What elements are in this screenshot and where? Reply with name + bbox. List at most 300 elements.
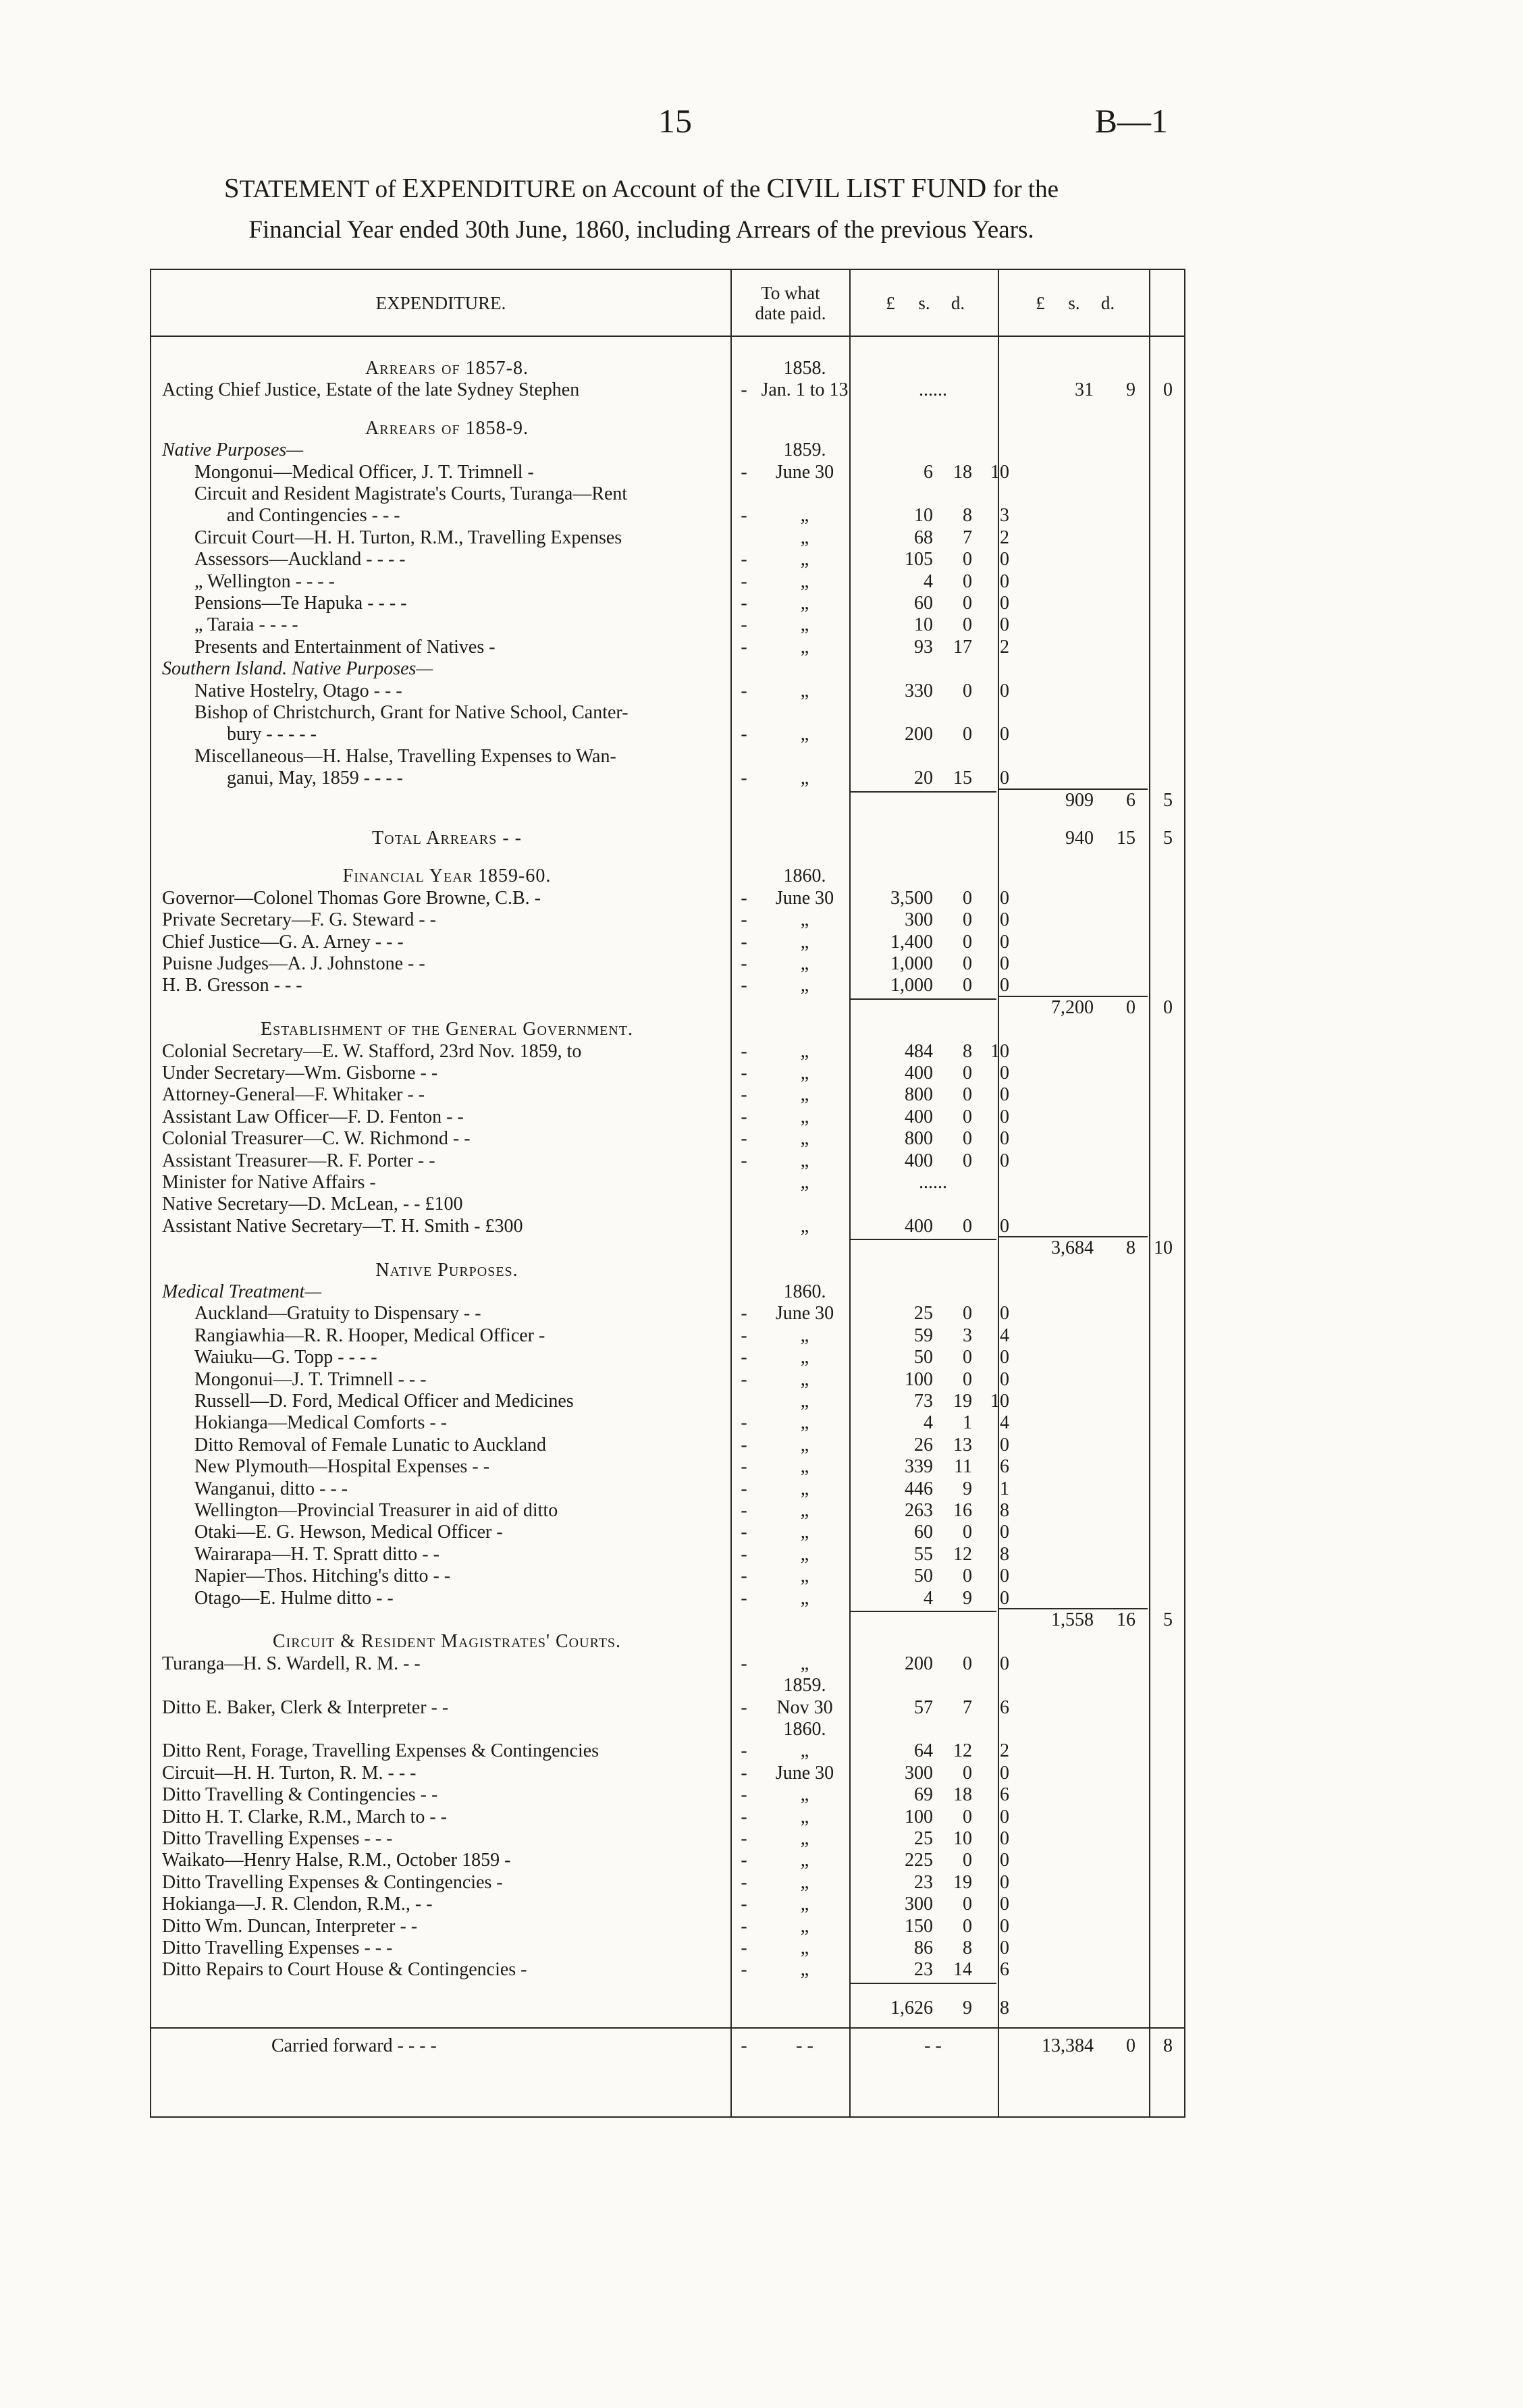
amount-pence: 6: [1000, 1456, 1009, 1478]
amount-shillings: 12: [953, 1543, 972, 1565]
total-pence: 5: [1163, 1609, 1173, 1630]
amount-pence: 3: [1000, 505, 1009, 527]
table-row: [150, 593, 1185, 614]
row-description: Circuit Court—H. H. Turton, R.M., Travelling Expenses: [194, 527, 622, 548]
row-description: Assistant Native Secretary—T. H. Smith - £300: [162, 1215, 523, 1237]
row-date: „: [800, 1850, 809, 1871]
row-date: 1860.: [783, 1281, 826, 1302]
row-description: Napier—Thos. Hitching's ditto - -: [194, 1566, 451, 1587]
total-pounds: 3,684: [1051, 1237, 1094, 1259]
amount-pence: 0: [1000, 593, 1009, 614]
amount-shillings: 10: [953, 1828, 972, 1849]
amount-shillings: 3: [963, 1325, 972, 1346]
total-shillings: 0: [1126, 2035, 1135, 2057]
row-dash: -: [741, 909, 747, 931]
section-heading: [150, 1019, 1185, 1040]
row-dash: -: [741, 1740, 747, 1762]
amount-shillings: 0: [963, 909, 972, 931]
row-description: Bishop of Christchurch, Grant for Native School, Canter-: [194, 702, 629, 723]
row-description: Colonial Secretary—E. W. Stafford, 23rd Nov. 1859, to: [162, 1040, 582, 1062]
row-date: „: [800, 1894, 809, 1915]
amount-pence: 0: [1000, 1063, 1009, 1083]
amount-pounds: 1,000: [890, 975, 933, 996]
amount-pence: 0: [1000, 975, 1009, 996]
row-dash: -: [741, 1150, 747, 1171]
row-description: Assistant Treasurer—R. F. Porter - -: [162, 1150, 435, 1171]
row-date: „: [800, 1478, 809, 1499]
row-date: Jan. 1 to 13: [761, 379, 849, 401]
amount-shillings: 0: [963, 1806, 972, 1827]
row-date: „: [800, 1915, 809, 1937]
row-date: „: [800, 1434, 809, 1455]
table-row: [150, 439, 1185, 461]
row-dash: -: [741, 636, 747, 658]
amount-pence: 8: [1000, 1500, 1009, 1521]
amount-pounds: 100: [905, 1806, 933, 1827]
amount-shillings: 16: [953, 1500, 972, 1521]
row-description: Financial Year 1859-60.: [342, 865, 552, 887]
amount-pence: 10: [990, 1040, 1009, 1062]
row-description: Assistant Law Officer—F. D. Fenton - -: [162, 1106, 464, 1127]
amount-pence: 0: [1000, 1871, 1009, 1893]
table-row: [150, 975, 1185, 996]
amount-shillings: 15: [953, 768, 972, 789]
row-description: „ Taraia - - - -: [194, 614, 298, 636]
amount-pence: 0: [1000, 953, 1009, 974]
row-date: „: [800, 1172, 809, 1193]
title-line-1: STATEMENT of EXPENDITURE on Account of the CIVIL LIST FUND for the: [223, 172, 1059, 203]
amount-pounds: 446: [905, 1478, 933, 1499]
subtotal-row: [150, 790, 1185, 811]
amount-pence: 0: [1000, 1828, 1009, 1849]
amount-shillings: 14: [953, 1959, 972, 1981]
row-dash: -: [741, 1347, 747, 1368]
row-dash: -: [741, 1762, 747, 1784]
row-dash: -: [741, 953, 747, 974]
amount-pounds: 200: [905, 724, 933, 745]
amount-pounds: 68: [914, 527, 933, 548]
row-date: „: [800, 680, 809, 701]
amount-pounds: 55: [914, 1543, 933, 1565]
amount-pounds: 4: [924, 1412, 933, 1434]
table-row: [150, 1500, 1185, 1522]
amount-shillings: 1: [963, 1412, 972, 1434]
row-description: H. B. Gresson - - -: [162, 975, 302, 996]
row-date: 1859.: [783, 1675, 826, 1696]
table-row: [150, 932, 1185, 953]
row-dash: -: [741, 1412, 747, 1434]
row-description: Otago—E. Hulme ditto - -: [194, 1587, 394, 1609]
amount-pence: 0: [1000, 1850, 1009, 1871]
table-row: [150, 1456, 1185, 1478]
amount-shillings: 0: [963, 1368, 972, 1390]
section-heading: [150, 418, 1185, 439]
total-rule: [998, 1236, 1148, 1237]
column-header-total-amount: £ s. d.: [1036, 292, 1115, 313]
row-description: Establishment of the General Government.: [260, 1019, 634, 1040]
row-description: Circuit & Resident Magistrates' Courts.: [272, 1631, 622, 1653]
amount-shillings: 7: [963, 1696, 972, 1718]
row-dash: -: [741, 1871, 747, 1893]
row-date: „: [800, 1543, 809, 1565]
row-date: Nov 30: [776, 1696, 833, 1718]
amount-pence: 0: [1000, 931, 1009, 953]
row-dash: -: [741, 1653, 747, 1674]
amount-pounds: 10: [914, 614, 933, 636]
row-description: Otaki—E. G. Hewson, Medical Officer -: [194, 1522, 503, 1543]
amount-pounds: 59: [914, 1325, 933, 1346]
amount-pounds: 1,000: [890, 953, 933, 974]
row-date: „: [800, 527, 809, 548]
row-date: „: [800, 909, 809, 931]
total-shillings: 15: [1117, 828, 1135, 849]
amount-shillings: 0: [963, 593, 972, 614]
amount-shillings: 12: [953, 1740, 972, 1762]
row-date: „: [800, 953, 809, 974]
row-dash: -: [741, 1587, 747, 1609]
row-description: Native Purposes—: [162, 439, 304, 461]
amount-shillings: 0: [963, 1653, 972, 1674]
table-row: [150, 1478, 1185, 1500]
row-date: „: [800, 1587, 809, 1609]
row-date: June 30: [775, 1762, 834, 1784]
table-row: [150, 1937, 1185, 1959]
table-row: [150, 379, 1185, 401]
row-description: Miscellaneous—H. Halse, Travelling Expenses to Wan-: [194, 745, 616, 767]
row-description: Ditto H. T. Clarke, R.M., March to - -: [162, 1806, 448, 1827]
section-heading: [150, 1260, 1185, 1281]
table-row: [150, 1740, 1185, 1762]
section-heading: [150, 1631, 1185, 1653]
amount-shillings: 0: [963, 975, 972, 996]
row-date: „: [800, 1500, 809, 1521]
row-dash: -: [741, 1478, 747, 1499]
subtotal-row: [150, 1998, 1185, 2019]
row-date: June 30: [775, 1303, 834, 1325]
row-dash: -: [741, 1915, 747, 1937]
table-row: [150, 1281, 1185, 1303]
table-row: [150, 571, 1185, 593]
amount-pence: 0: [1000, 1434, 1009, 1455]
total-shillings: 0: [1126, 996, 1135, 1018]
table-row: [150, 1172, 1185, 1194]
amount-pounds: 1,400: [890, 931, 933, 953]
amount-pounds: 20: [914, 768, 933, 789]
row-dash: -: [741, 2035, 747, 2057]
amount-shillings: 8: [963, 1040, 972, 1062]
table-row: [150, 1675, 1185, 1696]
row-description: Wanganui, ditto - - -: [194, 1478, 348, 1499]
row-description: Wellington—Provincial Treasurer in aid of ditto: [194, 1500, 558, 1521]
subtotal-row: [150, 1237, 1185, 1259]
table-row: [150, 1303, 1185, 1325]
row-date: „: [800, 1456, 809, 1478]
table-row: [150, 1194, 1185, 1215]
amount-pounds: 300: [905, 1894, 933, 1915]
row-description: Mongonui—J. T. Trimnell - - -: [194, 1368, 427, 1390]
table-row: [150, 614, 1185, 636]
row-date: June 30: [775, 461, 834, 483]
table-row: [150, 1959, 1185, 1981]
table-row: [150, 1084, 1185, 1106]
row-date: „: [800, 1040, 809, 1062]
row-date: „: [800, 570, 809, 592]
amount-shillings: 13: [953, 1434, 972, 1455]
total-rule: [998, 788, 1148, 790]
row-description: Ditto Travelling & Contingencies - -: [162, 1784, 438, 1806]
row-dash: -: [741, 1959, 747, 1981]
table-row: [150, 1106, 1185, 1128]
table-row: [150, 724, 1185, 745]
row-dash: -: [741, 1325, 747, 1346]
row-date: „: [800, 593, 809, 614]
row-date: „: [800, 1063, 809, 1083]
row-description: Puisne Judges—A. J. Johnstone - -: [162, 953, 425, 974]
amount-shillings: 18: [953, 1784, 972, 1806]
final-rule: [150, 2027, 1185, 2029]
total-rule: [998, 1608, 1148, 1609]
amount-shillings: 0: [963, 549, 972, 570]
table-row: [150, 1566, 1185, 1587]
table-row: [150, 1544, 1185, 1566]
row-dash: -: [741, 1128, 747, 1150]
row-description: Hokianga—J. R. Clendon, R.M., - -: [162, 1894, 433, 1915]
table-row: [150, 1128, 1185, 1150]
amount-pence: 10: [990, 461, 1009, 483]
amount-shillings: 0: [963, 1762, 972, 1784]
amount-pounds: 400: [905, 1106, 933, 1127]
row-description: Rangiawhia—R. R. Hooper, Medical Officer -: [194, 1325, 545, 1346]
amount-pence: 0: [1000, 1522, 1009, 1543]
table-row: [150, 1325, 1185, 1347]
row-date: „: [800, 931, 809, 953]
table-row: [150, 1872, 1185, 1894]
total-shillings: 16: [1117, 1609, 1135, 1630]
row-date: „: [800, 1128, 809, 1150]
amount-pence: 0: [1000, 1566, 1009, 1587]
row-description: Under Secretary—Wm. Gisborne - -: [162, 1063, 438, 1083]
amount-shillings: 9: [963, 1478, 972, 1499]
table-row: [150, 680, 1185, 702]
row-date: „: [800, 1368, 809, 1390]
row-dash: -: [741, 1696, 747, 1718]
amount-pence: 0: [1000, 1128, 1009, 1150]
amount-pounds: 4: [924, 1587, 933, 1609]
row-dash: -: [741, 1543, 747, 1565]
amount-shillings: 17: [953, 636, 972, 658]
row-date: „: [800, 1871, 809, 1893]
column-header-expenditure: EXPENDITURE.: [375, 292, 506, 313]
total-shillings: 8: [1126, 1237, 1135, 1259]
amount-pence: 4: [1000, 1325, 1009, 1346]
amount-pounds: 300: [905, 909, 933, 931]
row-description: Colonial Treasurer—C. W. Richmond - -: [162, 1128, 471, 1150]
amount-pence: 1: [1000, 1478, 1009, 1499]
table-row: [150, 637, 1185, 658]
row-dash: -: [741, 461, 747, 483]
amount-pounds: 263: [905, 1500, 933, 1521]
table-row: [150, 746, 1185, 768]
row-date: „: [800, 1347, 809, 1368]
row-dash: -: [741, 724, 747, 745]
amount-pence: 0: [1000, 1762, 1009, 1784]
row-date: - -: [796, 2035, 813, 2057]
row-date: „: [800, 1784, 809, 1806]
row-date: „: [800, 1215, 809, 1237]
row-dash: -: [741, 1434, 747, 1455]
amount-shillings: 0: [963, 1063, 972, 1083]
row-dash: -: [741, 887, 747, 909]
row-date: „: [800, 1959, 809, 1981]
row-description: Waiuku—G. Topp - - - -: [194, 1347, 377, 1368]
table-row: [150, 1041, 1185, 1063]
amount-pence: 0: [1000, 1106, 1009, 1127]
row-date: „: [800, 1325, 809, 1346]
amount-pounds: 484: [905, 1040, 933, 1062]
row-description: ganui, May, 1859 - - - -: [227, 768, 404, 789]
table-row: [150, 1588, 1185, 1609]
row-date: „: [800, 1806, 809, 1827]
amount-shillings: 0: [963, 1347, 972, 1368]
amount-pounds: 60: [914, 1522, 933, 1543]
amount: ......: [919, 1172, 947, 1193]
table-row: [150, 505, 1185, 527]
amount-pence: 0: [1000, 1894, 1009, 1915]
row-date: „: [800, 724, 809, 745]
table-row: [150, 483, 1185, 505]
table-row: [150, 1063, 1185, 1084]
row-description: Ditto Repairs to Court House & Contingencies -: [162, 1959, 527, 1981]
table-row: [150, 953, 1185, 975]
table-row: [150, 1653, 1185, 1675]
row-description: Minister for Native Affairs -: [162, 1172, 376, 1193]
row-description: Native Secretary—D. McLean, - - £100: [162, 1194, 463, 1215]
amount-pence: 6: [1000, 1959, 1009, 1981]
table-row: [150, 1916, 1185, 1937]
row-description: Southern Island. Native Purposes—: [162, 658, 433, 680]
table-row: [150, 702, 1185, 724]
row-date: 1860.: [783, 865, 826, 887]
amount-pence: 0: [1000, 887, 1009, 909]
row-date: „: [800, 505, 809, 527]
row-dash: -: [741, 379, 747, 401]
amount-pounds: 200: [905, 1653, 933, 1674]
section-heading: [150, 358, 1185, 379]
row-description: Attorney-General—F. Whitaker - -: [162, 1084, 425, 1106]
row-description: Ditto Rent, Forage, Travelling Expenses & Contingencies: [162, 1740, 599, 1762]
table-row: [150, 527, 1185, 549]
table-row: [150, 909, 1185, 931]
amount-pence: 6: [1000, 1784, 1009, 1806]
page-number: 15: [658, 102, 692, 140]
row-dash: -: [741, 593, 747, 614]
row-dash: -: [741, 1784, 747, 1806]
row-date: „: [800, 1106, 809, 1127]
amount-pence: 0: [1000, 1915, 1009, 1937]
amount-pounds: 73: [914, 1391, 933, 1412]
row-description: Wairarapa—H. T. Spratt ditto - -: [194, 1543, 439, 1565]
subtotal-row: [150, 1609, 1185, 1631]
row-description: Arrears of 1858-9.: [365, 417, 529, 439]
amount-shillings: 18: [953, 461, 972, 483]
row-dash: -: [741, 1937, 747, 1958]
amount-pounds: 339: [905, 1456, 933, 1478]
amount-pounds: 105: [905, 549, 933, 570]
amount-pence: 8: [1000, 1543, 1009, 1565]
subtotal-rule: [849, 1983, 996, 1984]
amount-pounds: 23: [914, 1959, 933, 1981]
amount-pounds: 400: [905, 1215, 933, 1237]
total-rule: [998, 996, 1148, 997]
amount-shillings: 0: [963, 724, 972, 745]
amount-pence: 0: [1000, 1368, 1009, 1390]
row-date: „: [800, 1522, 809, 1543]
amount-pounds: 330: [905, 680, 933, 701]
row-date: „: [800, 549, 809, 570]
amount-pence: 0: [1000, 1347, 1009, 1368]
table-row: [150, 1697, 1185, 1719]
amount-shillings: 0: [963, 1084, 972, 1106]
amount-pence: 4: [1000, 1412, 1009, 1434]
amount-pence: 0: [1000, 1806, 1009, 1827]
table-row: [150, 549, 1185, 570]
row-dash: -: [741, 1456, 747, 1478]
amount-pounds: 50: [914, 1347, 933, 1368]
amount-pence: 0: [1000, 909, 1009, 931]
amount-shillings: 19: [953, 1391, 972, 1412]
table-row: [150, 1719, 1185, 1740]
amount-pence: 0: [1000, 680, 1009, 701]
amount-shillings: 0: [963, 1566, 972, 1587]
amount-pounds: 26: [914, 1434, 933, 1455]
row-dash: -: [741, 570, 747, 592]
amount-pence: 0: [1000, 1150, 1009, 1171]
amount-pounds: 50: [914, 1566, 933, 1587]
row-dash: -: [741, 1894, 747, 1915]
amount-shillings: 0: [963, 1850, 972, 1871]
row-description: and Contingencies - - -: [227, 505, 400, 527]
amount-pounds: 400: [905, 1063, 933, 1083]
amount-pounds: 150: [905, 1915, 933, 1937]
amount: ......: [919, 379, 947, 401]
row-description: Ditto Removal of Female Lunatic to Auckland: [194, 1434, 546, 1455]
amount-pounds: 25: [914, 1303, 933, 1325]
row-description: Circuit and Resident Magistrate's Courts, Turanga—Rent: [194, 483, 628, 504]
row-dash: -: [741, 1368, 747, 1390]
row-date: 1860.: [783, 1719, 826, 1740]
row-date: 1859.: [783, 439, 826, 461]
row-date: „: [800, 975, 809, 996]
row-description: Ditto Wm. Duncan, Interpreter - -: [162, 1915, 418, 1937]
amount-shillings: 0: [963, 1303, 972, 1325]
table-row: [150, 1850, 1185, 1871]
amount-pence: 0: [1000, 1303, 1009, 1325]
amount-pounds: 93: [914, 636, 933, 658]
amount-pounds: 800: [905, 1128, 933, 1150]
row-date: „: [800, 614, 809, 636]
amount-pounds: 60: [914, 593, 933, 614]
title-line-2: Financial Year ended 30th June, 1860, including Arrears of the previous Years.: [248, 216, 1034, 244]
row-description: Acting Chief Justice, Estate of the late Sydney Stephen: [162, 379, 580, 401]
row-date: „: [800, 1740, 809, 1762]
table-row: [150, 1435, 1185, 1456]
row-description: bury - - - - -: [227, 724, 317, 745]
row-description: Mongonui—Medical Officer, J. T. Trimnell -: [194, 461, 534, 483]
amount-shillings: 0: [963, 1894, 972, 1915]
table-row: [150, 1391, 1185, 1412]
table-row: [150, 1216, 1185, 1237]
amount-shillings: 8: [963, 1937, 972, 1958]
